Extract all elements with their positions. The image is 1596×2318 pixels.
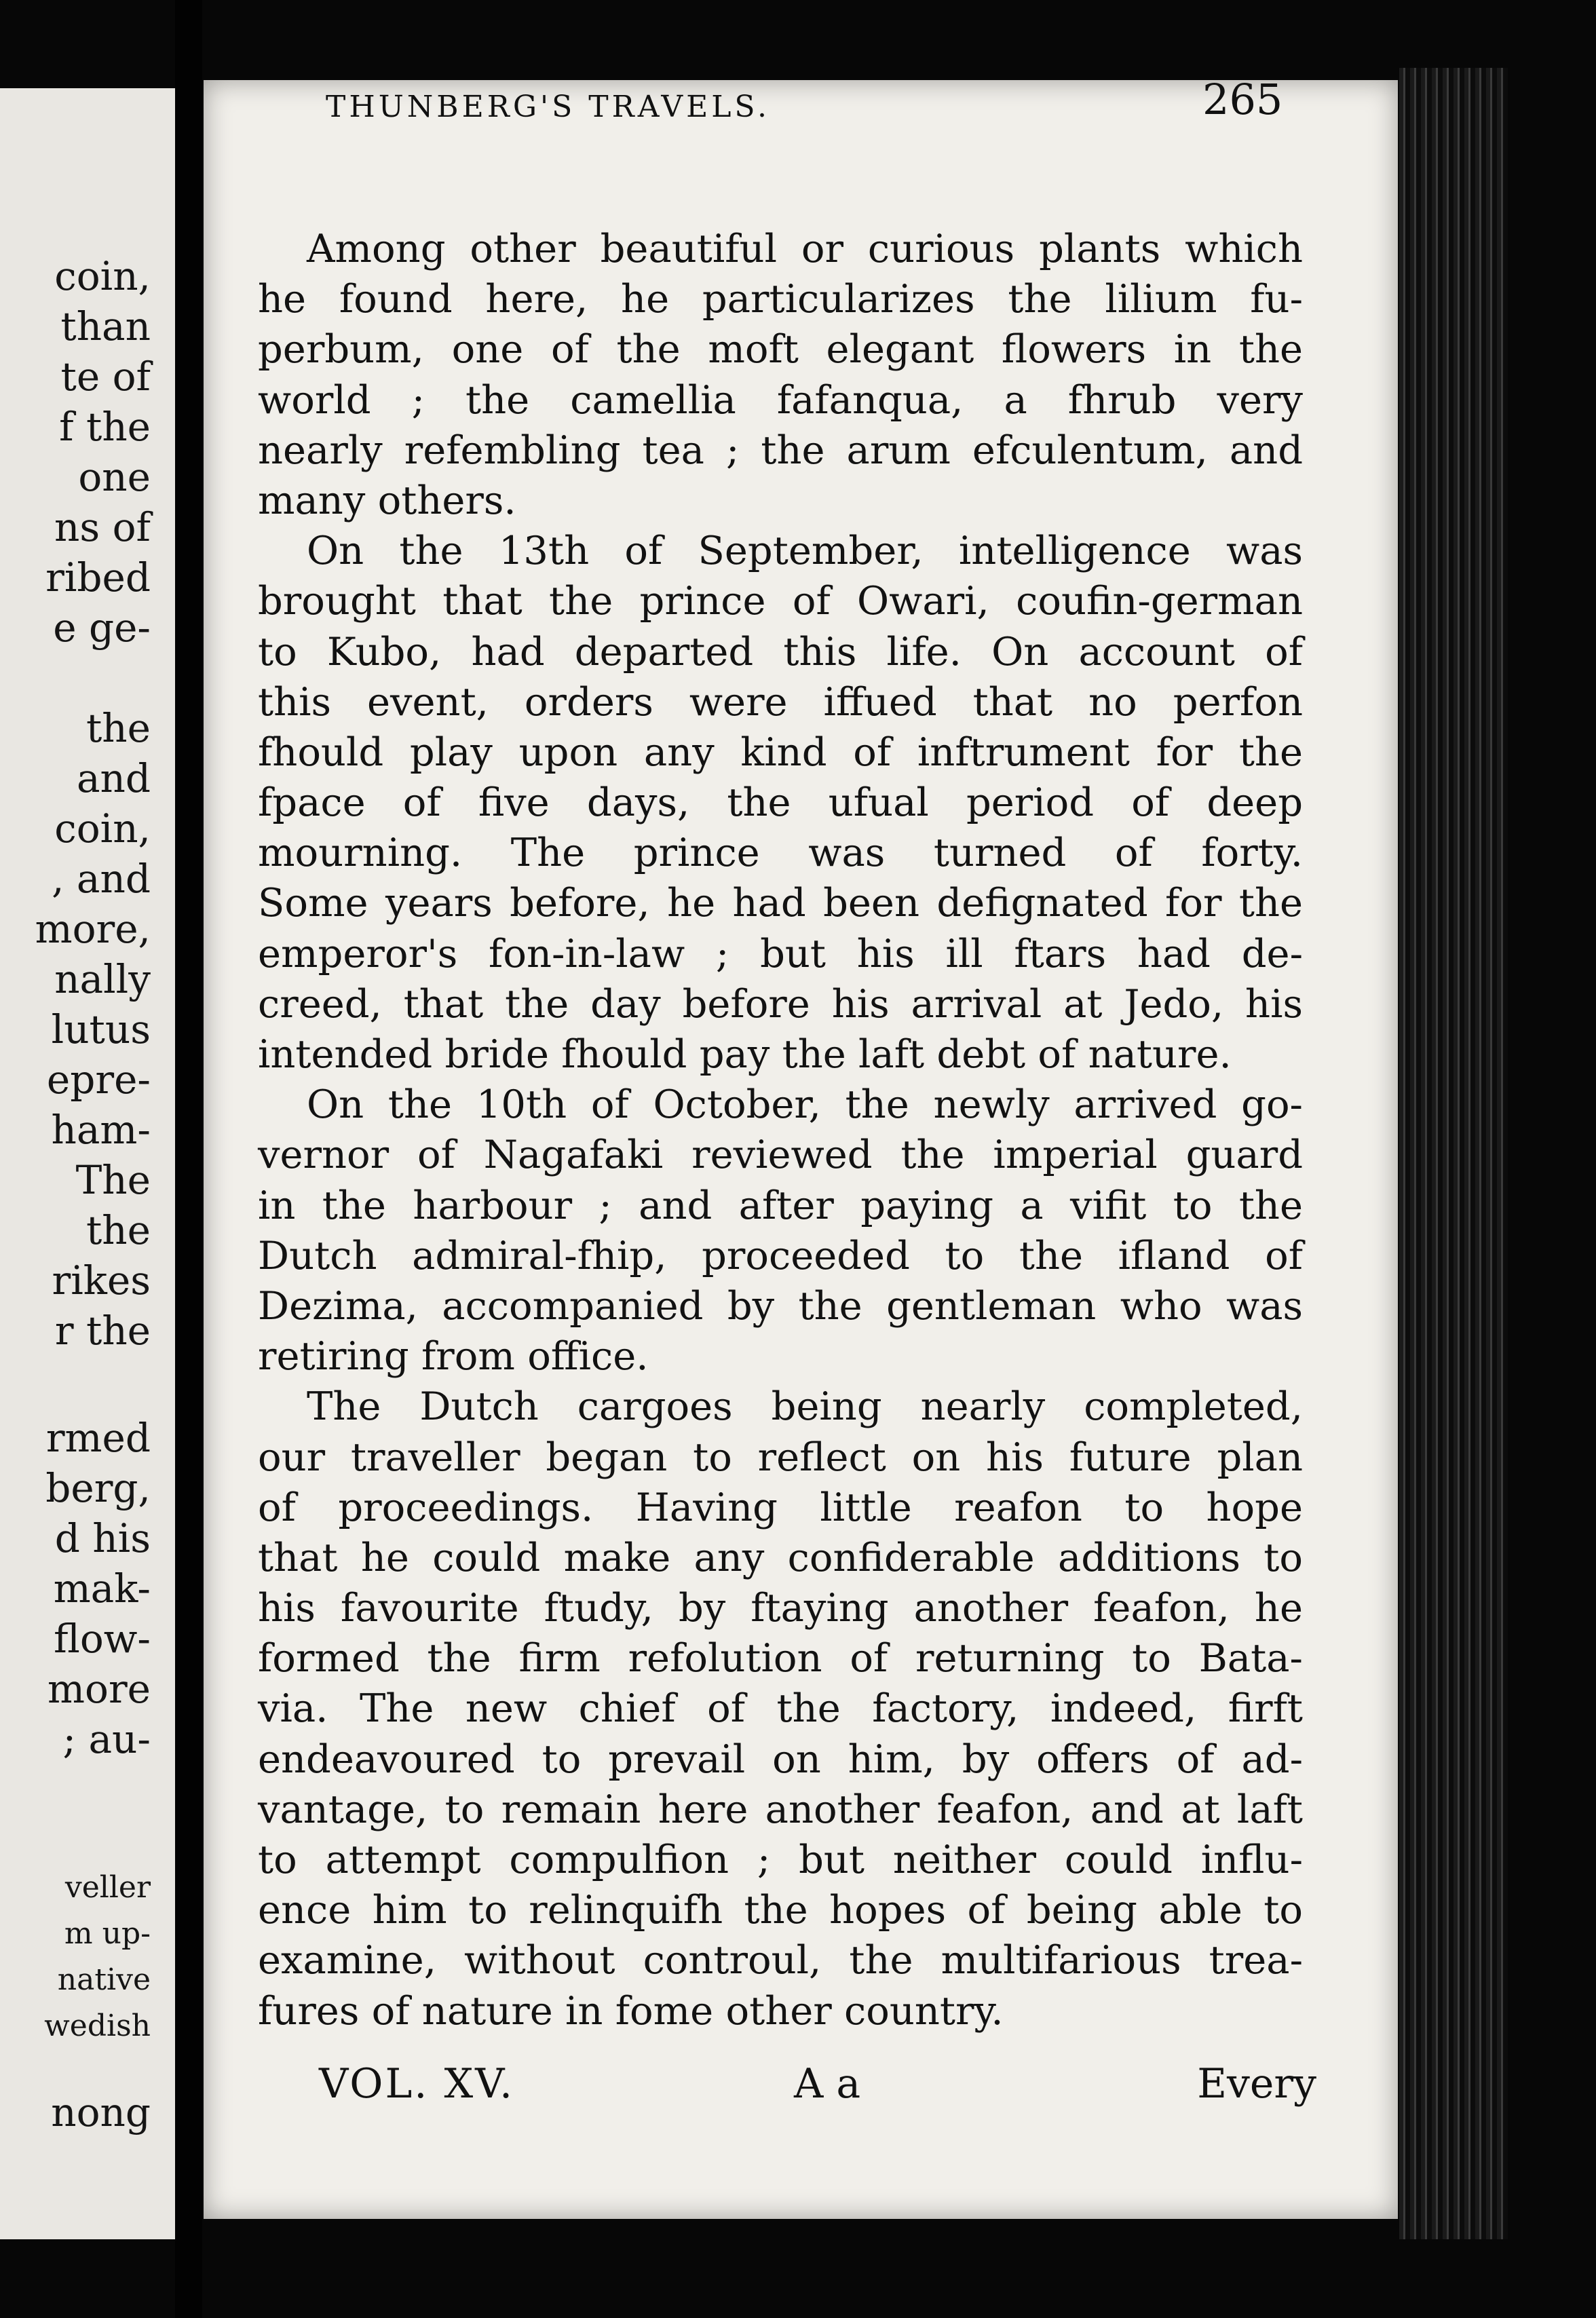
text-line: world ; the camellia fafanqua, a fhrub very (258, 377, 1303, 423)
left-fragment: te of (60, 354, 151, 400)
left-fragment: the (86, 1207, 151, 1253)
text-line: of proceedings. Having little reafon to hope (258, 1484, 1303, 1530)
running-title: THUNBERG'S TRAVELS. (326, 90, 770, 124)
text-line: ence him to relinquifh the hopes of being able to (258, 1887, 1303, 1933)
body-text (258, 224, 1303, 2036)
left-fragment: rikes (52, 1257, 151, 1304)
text-line: via. The new chief of the factory, indeed, firft (258, 1686, 1303, 1732)
text-line: that he could make any confiderable additions to (258, 1534, 1303, 1580)
text-line: Dezima, accompanied by the gentleman who was (258, 1282, 1303, 1329)
left-fragment: nally (54, 956, 151, 1002)
left-fragment: native (57, 1962, 151, 1997)
text-line: examine, without controul, the multifarious trea- (258, 1937, 1303, 1983)
text-line: fpace of five days, the ufual period of deep (258, 780, 1303, 826)
text-line: Some years before, he had been defignated for the (258, 880, 1303, 926)
left-fragment: and (76, 755, 151, 801)
left-fragment: epre- (46, 1057, 151, 1103)
left-fragment: than (60, 303, 151, 349)
left-fragment: The (75, 1157, 151, 1203)
text-line: formed the firm refolution of returning to Bata- (258, 1635, 1303, 1682)
left-fragment: d his (54, 1515, 151, 1561)
signature-mark: A a (794, 2060, 861, 2108)
text-line: many others. (258, 477, 516, 523)
text-line: fures of nature in fome other country. (258, 1988, 1004, 2034)
left-fragment: berg, (45, 1465, 151, 1511)
text-line: perbum, one of the moft elegant flowers in the (258, 326, 1303, 373)
text-line: to Kubo, had departed this life. On account of (258, 628, 1303, 674)
text-line: his favourite ftudy, by ftaying another feafon, he (258, 1585, 1303, 1631)
left-fragment: nong (51, 2089, 151, 2135)
text-line: brought that the prince of Owari, coufin-german (258, 578, 1303, 624)
left-fragment: , and (52, 856, 151, 902)
text-line: retiring from office. (258, 1333, 649, 1380)
left-fragment: the (86, 705, 151, 751)
left-fragment: ; au- (62, 1716, 151, 1762)
left-fragment: wedish (44, 2009, 151, 2043)
binding-gutter (175, 0, 202, 2318)
text-line: vernor of Nagafaki reviewed the imperial guard (258, 1132, 1303, 1178)
left-fragment: m up- (64, 1916, 151, 1951)
left-fragment: lutus (51, 1006, 151, 1052)
text-line: nearly refembling tea ; the arum efculentum, and (258, 427, 1303, 473)
left-fragment: flow- (54, 1616, 151, 1662)
text-line: Dutch admiral-fhip, proceeded to the ifland of (258, 1232, 1303, 1278)
text-line: vantage, to remain here another feafon, and at laft (258, 1786, 1303, 1832)
text-line: this event, orders were iffued that no perfon (258, 679, 1303, 725)
left-fragment: coin, (54, 253, 151, 299)
left-fragment: veller (64, 1870, 151, 1905)
left-fragment: ns of (54, 504, 151, 550)
text-line: mourning. The prince was turned of forty. (258, 830, 1303, 876)
text-line: to attempt compulfion ; but neither could influ- (258, 1837, 1303, 1882)
text-line: intended bride fhould pay the laft debt of nature. (258, 1031, 1232, 1077)
text-line: in the harbour ; and after paying a vifit to the (258, 1182, 1303, 1228)
left-fragment: one (78, 454, 151, 500)
left-fragment: r the (54, 1308, 151, 1354)
left-fragment: more (48, 1666, 151, 1712)
text-line: our traveller began to reflect on his future plan (258, 1434, 1303, 1480)
left-fragment: ribed (45, 554, 151, 601)
left-fragment: ham- (51, 1107, 151, 1153)
catchline (319, 2060, 1316, 2114)
left-fragment: more, (35, 906, 151, 952)
text-line: On the 10th of October, the newly arrived go- (307, 1082, 1303, 1128)
volume-number: VOL. XV. (319, 2060, 515, 2108)
text-line: fhould play upon any kind of inftrument for the (258, 729, 1303, 775)
text-line: creed, that the day before his arrival at Jedo, his (258, 981, 1303, 1027)
text-line: endeavoured to prevail on him, by offers of ad- (258, 1736, 1303, 1782)
left-fragment: rmed (45, 1415, 151, 1461)
text-line: On the 13th of September, intelligence was (307, 528, 1303, 574)
text-line: The Dutch cargoes being nearly completed, (307, 1384, 1303, 1430)
left-fragment: f the (59, 404, 151, 450)
text-line: Among other beautiful or curious plants which (307, 226, 1303, 271)
left-fragment: e ge- (53, 605, 151, 651)
facing-page-fragment (0, 88, 175, 2239)
left-fragment: mak- (53, 1565, 151, 1612)
text-line: he found here, he particularizes the lilium fu- (258, 276, 1303, 322)
page-number: 265 (1202, 75, 1283, 124)
text-line: emperor's fon-in-law ; but his ill ftars had de- (258, 930, 1303, 976)
left-fragment: coin, (54, 805, 151, 852)
catchword: Every (1197, 2060, 1316, 2108)
page-stack-edge (1399, 68, 1508, 2239)
